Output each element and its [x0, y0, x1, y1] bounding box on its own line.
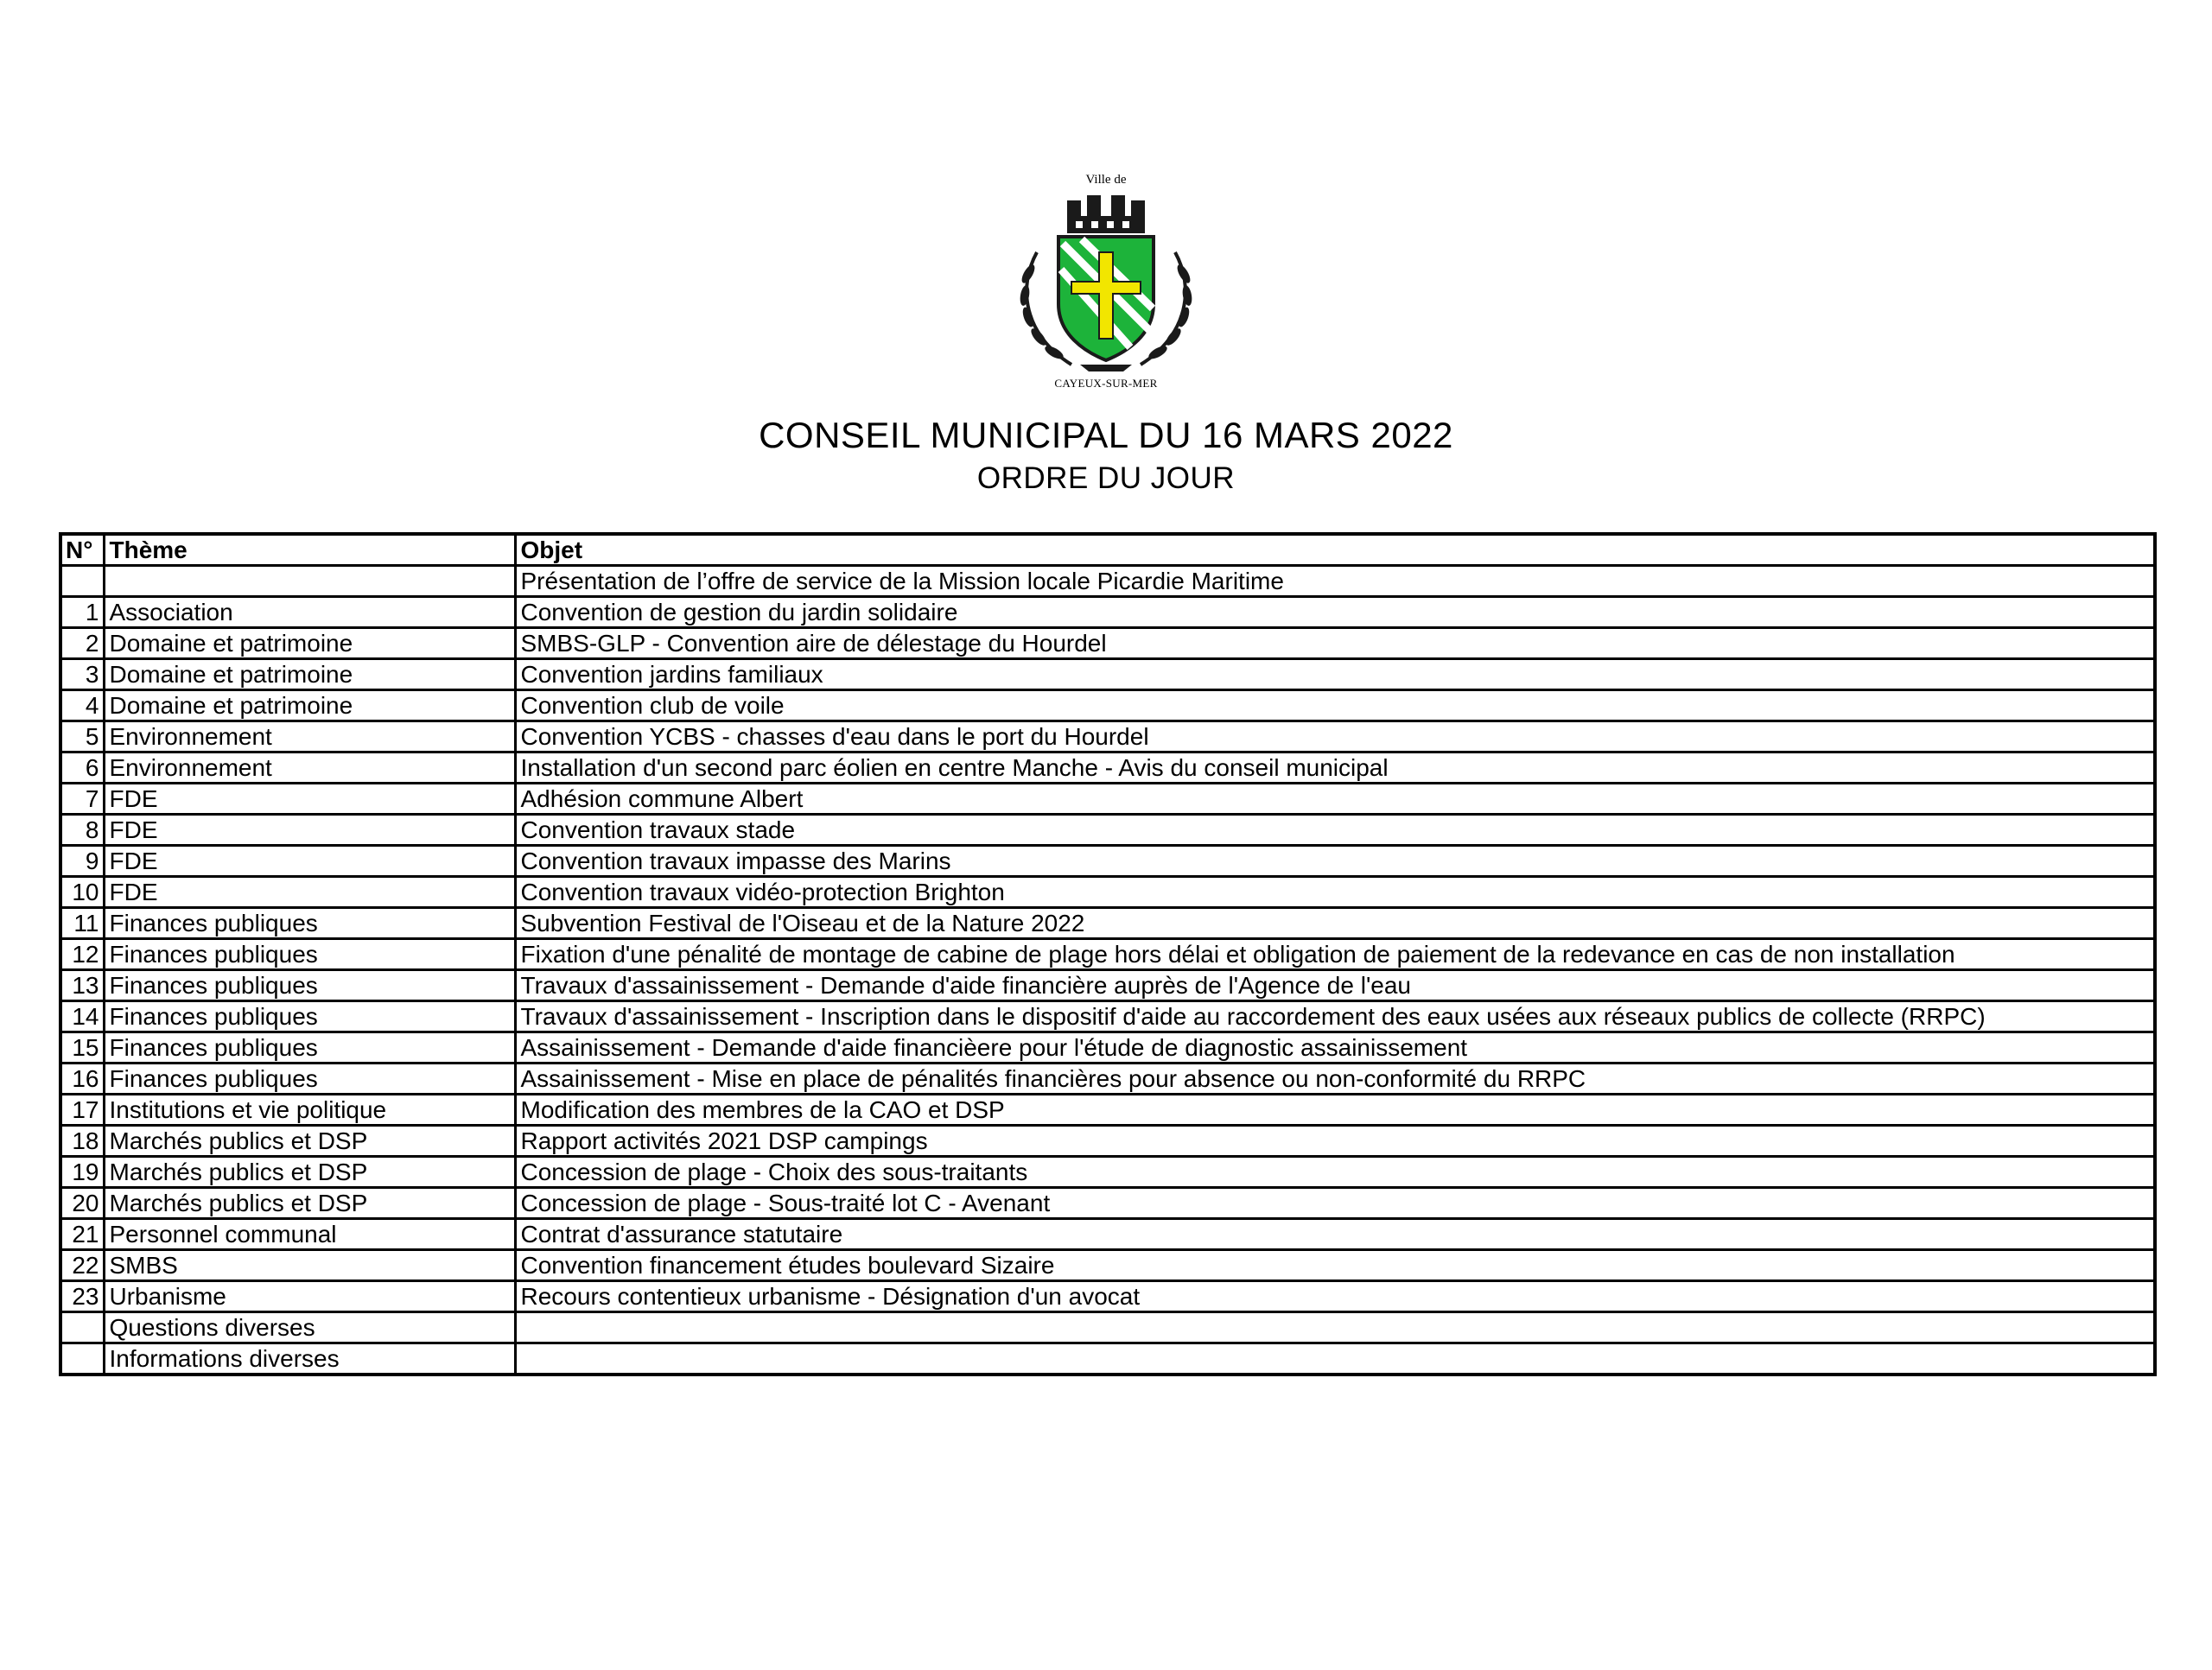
- agenda-item-number: 18: [60, 1126, 104, 1157]
- agenda-item-theme: Personnel communal: [104, 1219, 515, 1250]
- agenda-item-number: 20: [60, 1188, 104, 1219]
- table-row: [60, 1032, 2155, 1064]
- agenda-item-theme: Marchés publics et DSP: [104, 1157, 515, 1188]
- agenda-item-theme: Marchés publics et DSP: [104, 1126, 515, 1157]
- table-row: [60, 752, 2155, 784]
- agenda-item-number: 4: [60, 690, 104, 721]
- table-row: [60, 1219, 2155, 1250]
- table-row: [60, 846, 2155, 877]
- table-row: [60, 815, 2155, 846]
- agenda-item-number: 11: [60, 908, 104, 939]
- table-row: [60, 1281, 2155, 1312]
- column-header-objet: Objet: [515, 534, 2155, 566]
- agenda-item-objet: Adhésion commune Albert: [515, 784, 2155, 815]
- table-row: [60, 1095, 2155, 1126]
- agenda-item-theme: [104, 566, 515, 597]
- agenda-item-objet: [515, 1343, 2155, 1375]
- agenda-item-number: 5: [60, 721, 104, 752]
- crest-top-label: Ville de: [1085, 173, 1127, 187]
- agenda-item-objet: Installation d'un second parc éolien en centre Manche - Avis du conseil municipal: [515, 752, 2155, 784]
- crest-emblem-icon: [1002, 192, 1210, 377]
- agenda-item-number: 10: [60, 877, 104, 908]
- agenda-item-theme: Environnement: [104, 721, 515, 752]
- agenda-item-number: 19: [60, 1157, 104, 1188]
- table-row: [60, 628, 2155, 659]
- agenda-body: [60, 566, 2155, 1375]
- agenda-item-theme: Finances publiques: [104, 1064, 515, 1095]
- agenda-item-theme: Urbanisme: [104, 1281, 515, 1312]
- column-header-number: N°: [60, 534, 104, 566]
- agenda-item-objet: Convention travaux stade: [515, 815, 2155, 846]
- agenda-item-theme: Finances publiques: [104, 1032, 515, 1064]
- agenda-item-objet: Assainissement - Mise en place de pénalités financières pour absence ou non-conformité du RRPC: [515, 1064, 2155, 1095]
- agenda-item-theme: Environnement: [104, 752, 515, 784]
- agenda-item-theme: Association: [104, 597, 515, 628]
- table-row: [60, 1188, 2155, 1219]
- table-row: [60, 1250, 2155, 1281]
- agenda-item-objet: Modification des membres de la CAO et DSP: [515, 1095, 2155, 1126]
- table-row: [60, 1064, 2155, 1095]
- table-row: [60, 877, 2155, 908]
- agenda-item-number: 23: [60, 1281, 104, 1312]
- agenda-item-objet: Convention jardins familiaux: [515, 659, 2155, 690]
- agenda-item-theme: Questions diverses: [104, 1312, 515, 1343]
- agenda-item-theme: Finances publiques: [104, 939, 515, 970]
- agenda-item-objet: Subvention Festival de l'Oiseau et de la Nature 2022: [515, 908, 2155, 939]
- town-crest-logo: [1002, 173, 1210, 397]
- agenda-item-objet: Convention de gestion du jardin solidaire: [515, 597, 2155, 628]
- table-row: [60, 566, 2155, 597]
- table-row: [60, 1126, 2155, 1157]
- agenda-item-theme: Institutions et vie politique: [104, 1095, 515, 1126]
- agenda-item-number: 15: [60, 1032, 104, 1064]
- page-title: CONSEIL MUNICIPAL DU 16 MARS 2022: [759, 415, 1453, 455]
- agenda-item-theme: SMBS: [104, 1250, 515, 1281]
- agenda-item-objet: Convention travaux impasse des Marins: [515, 846, 2155, 877]
- agenda-item-theme: FDE: [104, 877, 515, 908]
- page-subtitle: ORDRE DU JOUR: [976, 461, 1236, 495]
- agenda-item-theme: Finances publiques: [104, 1001, 515, 1032]
- table-row: [60, 970, 2155, 1001]
- agenda-item-number: 14: [60, 1001, 104, 1032]
- table-row: [60, 1312, 2155, 1343]
- agenda-item-number: 9: [60, 846, 104, 877]
- table-row: [60, 1157, 2155, 1188]
- agenda-item-number: [60, 1343, 104, 1375]
- table-row: [60, 690, 2155, 721]
- agenda-item-objet: Fixation d'une pénalité de montage de cabine de plage hors délai et obligation de paiement de la redevance en cas de non installation: [515, 939, 2155, 970]
- agenda-item-objet: SMBS-GLP - Convention aire de délestage du Hourdel: [515, 628, 2155, 659]
- agenda-item-number: 3: [60, 659, 104, 690]
- agenda-item-number: 7: [60, 784, 104, 815]
- agenda-item-objet: Assainissement - Demande d'aide financièere pour l'étude de diagnostic assainissement: [515, 1032, 2155, 1064]
- agenda-item-objet: Convention YCBS - chasses d'eau dans le port du Hourdel: [515, 721, 2155, 752]
- agenda-item-number: 13: [60, 970, 104, 1001]
- agenda-item-number: 17: [60, 1095, 104, 1126]
- agenda-item-objet: Contrat d'assurance statutaire: [515, 1219, 2155, 1250]
- column-header-theme: Thème: [104, 534, 515, 566]
- agenda-item-number: 6: [60, 752, 104, 784]
- table-row: [60, 939, 2155, 970]
- agenda-table: [59, 532, 2157, 1376]
- agenda-item-objet: Travaux d'assainissement - Inscription dans le dispositif d'aide au raccordement des eaux usées aux réseaux publics de collecte (RRPC): [515, 1001, 2155, 1032]
- agenda-item-objet: Concession de plage - Sous-traité lot C - Avenant: [515, 1188, 2155, 1219]
- agenda-item-number: 1: [60, 597, 104, 628]
- agenda-item-number: 21: [60, 1219, 104, 1250]
- crest-town-name: CAYEUX-SUR-MER: [1054, 377, 1158, 390]
- agenda-item-theme: Domaine et patrimoine: [104, 628, 515, 659]
- agenda-item-objet: Présentation de l’offre de service de la Mission locale Picardie Maritime: [515, 566, 2155, 597]
- agenda-item-theme: Finances publiques: [104, 908, 515, 939]
- agenda-item-theme: Marchés publics et DSP: [104, 1188, 515, 1219]
- agenda-item-objet: Convention travaux vidéo-protection Brighton: [515, 877, 2155, 908]
- agenda-item-number: [60, 1312, 104, 1343]
- agenda-item-number: 8: [60, 815, 104, 846]
- agenda-item-theme: FDE: [104, 815, 515, 846]
- agenda-item-objet: Recours contentieux urbanisme - Désignation d'un avocat: [515, 1281, 2155, 1312]
- agenda-item-theme: Domaine et patrimoine: [104, 690, 515, 721]
- agenda-item-theme: Finances publiques: [104, 970, 515, 1001]
- agenda-item-objet: Convention financement études boulevard Sizaire: [515, 1250, 2155, 1281]
- table-row: [60, 597, 2155, 628]
- table-row: [60, 659, 2155, 690]
- agenda-item-objet: Rapport activités 2021 DSP campings: [515, 1126, 2155, 1157]
- agenda-header-row: [60, 534, 2155, 566]
- agenda-item-number: [60, 566, 104, 597]
- agenda-item-objet: Concession de plage - Choix des sous-traitants: [515, 1157, 2155, 1188]
- agenda-item-theme: Domaine et patrimoine: [104, 659, 515, 690]
- agenda-item-theme: Informations diverses: [104, 1343, 515, 1375]
- agenda-item-number: 22: [60, 1250, 104, 1281]
- agenda-item-objet: [515, 1312, 2155, 1343]
- table-row: [60, 721, 2155, 752]
- table-row: [60, 908, 2155, 939]
- agenda-item-theme: FDE: [104, 846, 515, 877]
- agenda-item-number: 16: [60, 1064, 104, 1095]
- agenda-item-objet: Travaux d'assainissement - Demande d'aide financière auprès de l'Agence de l'eau: [515, 970, 2155, 1001]
- table-row: [60, 1343, 2155, 1375]
- table-row: [60, 1001, 2155, 1032]
- table-row: [60, 784, 2155, 815]
- agenda-item-objet: Convention club de voile: [515, 690, 2155, 721]
- agenda-item-theme: FDE: [104, 784, 515, 815]
- agenda-item-number: 2: [60, 628, 104, 659]
- agenda-item-number: 12: [60, 939, 104, 970]
